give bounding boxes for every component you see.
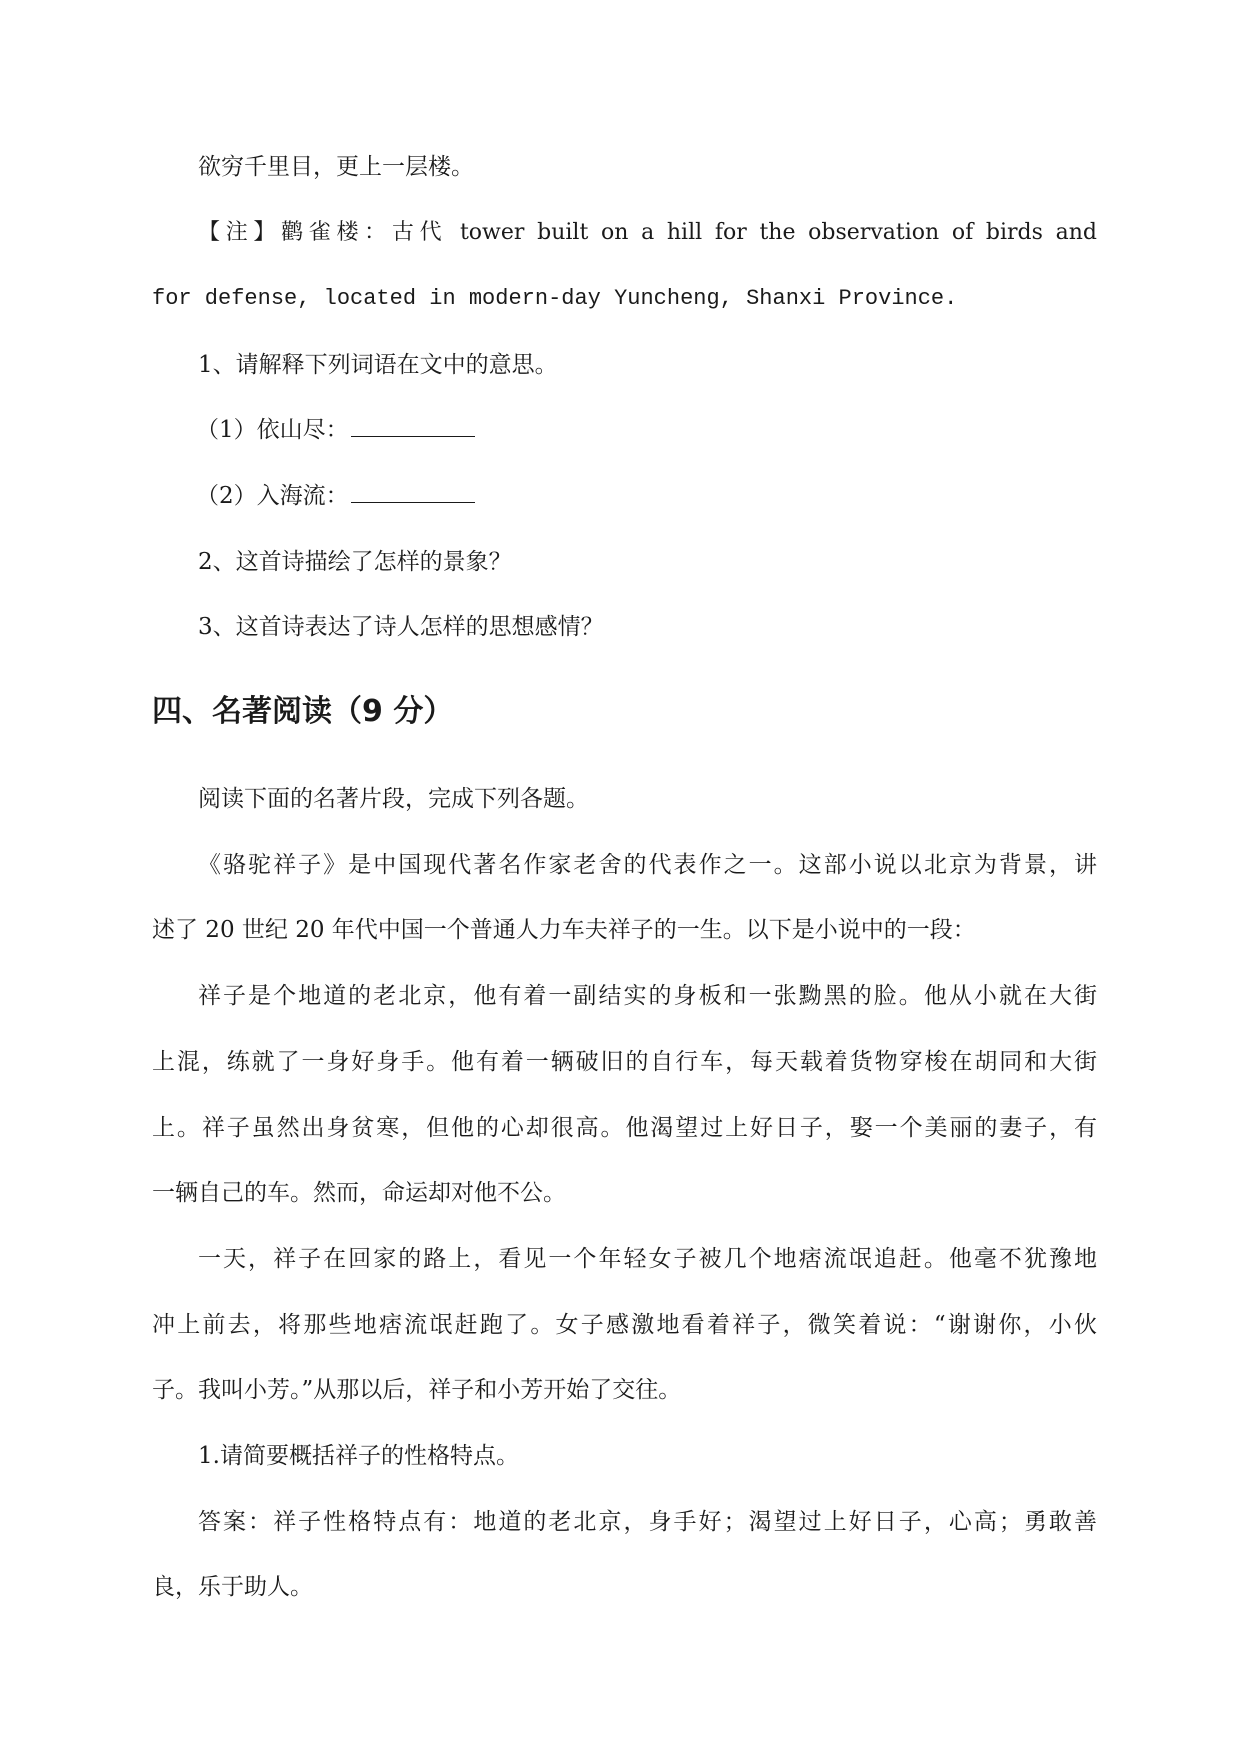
poem-last-line: 欲穷千里目，更上一层楼。 — [198, 154, 474, 180]
question-1-item-1 — [196, 415, 1141, 445]
excerpt-p1-text-3: 上。祥子虽然出身贫寒，但他的心却很高。他渴望过上好日子，娶一个美丽的妻子，有 — [152, 1115, 1097, 1141]
intro-line-1 — [198, 850, 1097, 880]
note-text-1: 【注】鹳雀楼：古代 tower built on a hill for the observation of birds and — [198, 220, 1097, 245]
question-1: 1、请解释下列词语在文中的意思。 — [198, 352, 558, 378]
answer-line-1 — [198, 1507, 1097, 1537]
excerpt-p1-text-2: 上混，练就了一身好身手。他有着一辆破旧的自行车，每天载着货物穿梭在胡同和大街 — [152, 1049, 1097, 1075]
excerpt-p2-line-3: 子。我叫小芳。”从那以后，祥子和小芳开始了交往。 — [152, 1377, 682, 1403]
excerpt-p1-line-4: 一辆自己的车。然而，命运却对他不公。 — [152, 1180, 566, 1206]
section-heading: 四、名著阅读（9 分） — [152, 694, 454, 729]
section-question-1: 1.请简要概括祥子的性格特点。 — [198, 1443, 519, 1469]
excerpt-p1-line-3 — [152, 1113, 1097, 1143]
answer-blank-2[interactable] — [351, 482, 475, 503]
answer-line-2: 良，乐于助人。 — [152, 1574, 313, 1600]
excerpt-p1-text-1: 祥子是个地道的老北京，他有着一副结实的身板和一张黝黑的脸。他从小就在大街 — [198, 983, 1097, 1009]
answer-blank-1[interactable] — [351, 416, 475, 437]
excerpt-p1-line-1 — [198, 981, 1097, 1011]
intro-text-1: 《骆驼祥子》是中国现代著名作家老舍的代表作之一。这部小说以北京为背景，讲 — [198, 852, 1097, 878]
excerpt-p2-text-1: 一天，祥子在回家的路上，看见一个年轻女子被几个地痞流氓追赶。他毫不犹豫地 — [198, 1246, 1097, 1272]
intro-line-2: 述了 20 世纪 20 年代中国一个普通人力车夫祥子的一生。以下是小说中的一段： — [152, 917, 976, 943]
answer-text-1: 答案：祥子性格特点有：地道的老北京，身手好；渴望过上好日子，心高；勇敢善 — [198, 1509, 1097, 1535]
excerpt-p2-text-2: 冲上前去，将那些地痞流氓赶跑了。女子感激地看着祥子，微笑着说：“谢谢你，小伙 — [152, 1312, 1097, 1338]
question-1-item-2 — [196, 481, 1141, 511]
excerpt-p2-line-1 — [198, 1244, 1097, 1274]
note-line-1 — [198, 218, 1097, 248]
question-2: 2、这首诗描绘了怎样的景象？ — [198, 549, 512, 575]
question-1-item-1-label: （1）依山尽： — [196, 417, 349, 443]
excerpt-p2-line-2 — [152, 1310, 1097, 1340]
question-1-item-2-label: （2）入海流： — [196, 483, 349, 509]
excerpt-p1-line-2 — [152, 1047, 1097, 1077]
note-line-2: for defense, located in modern-day Yuncheng, Shanxi Province. — [152, 286, 958, 311]
section-instruction: 阅读下面的名著片段，完成下列各题。 — [198, 786, 589, 812]
question-3: 3、这首诗表达了诗人怎样的思想感情？ — [198, 614, 604, 640]
